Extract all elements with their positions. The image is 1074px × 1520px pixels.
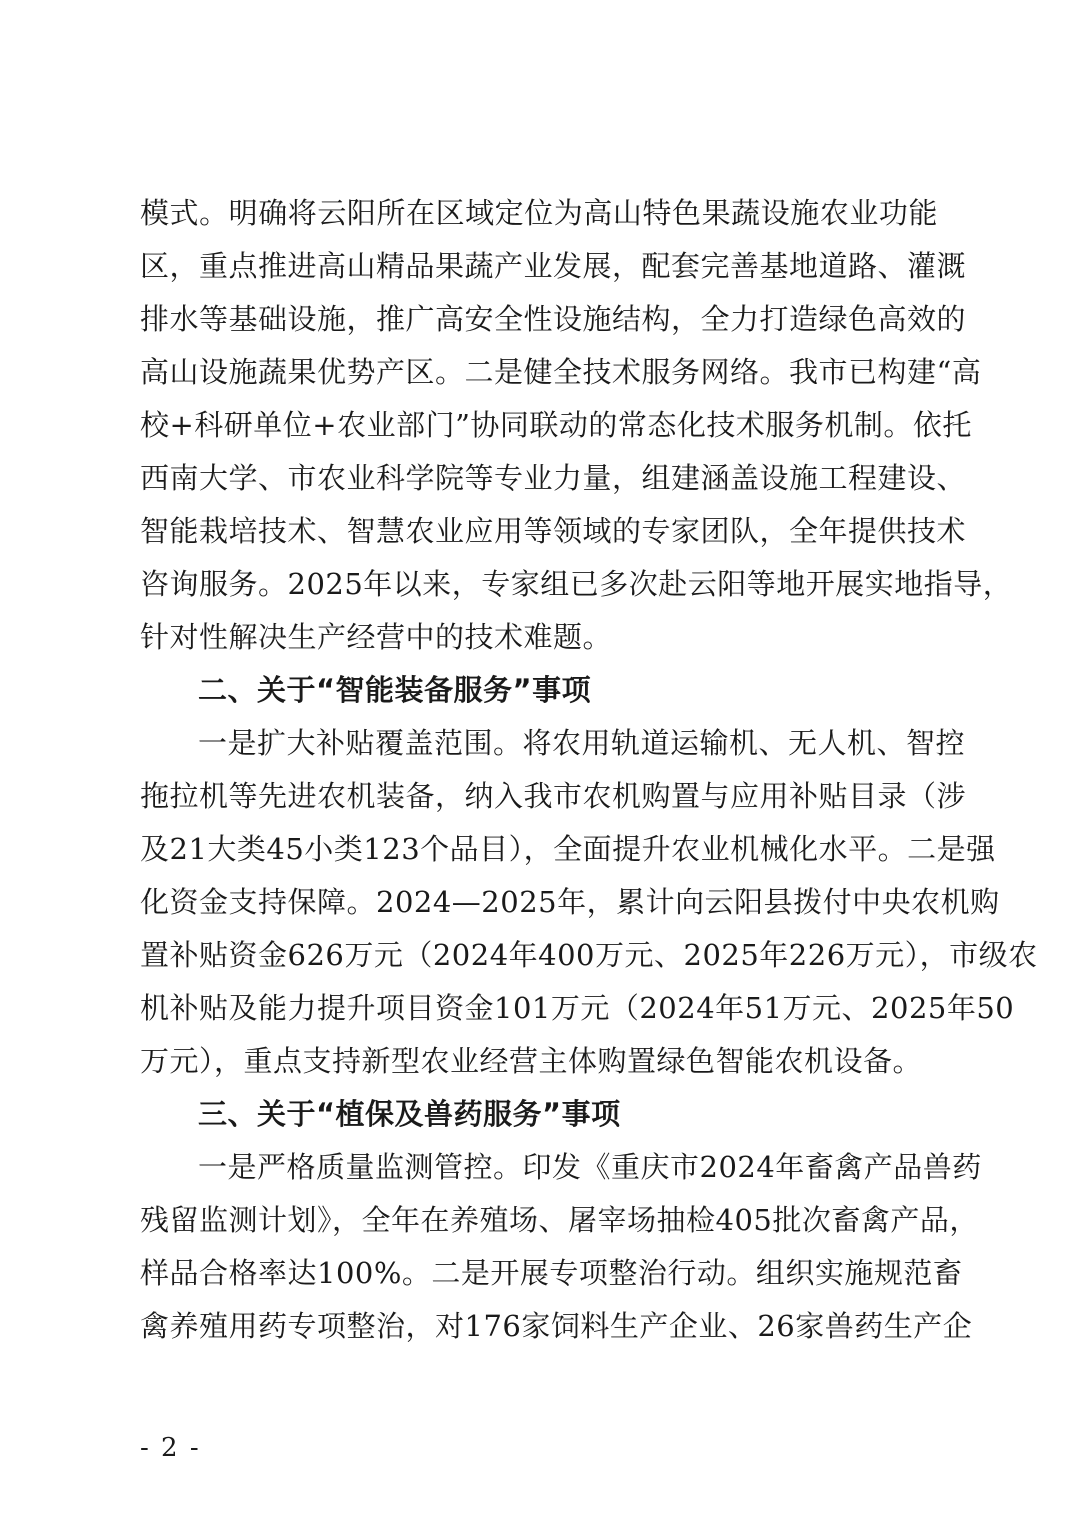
body-line: 高山设施蔬果优势产区。二是健全技术服务网络。我市已构建“高 xyxy=(140,355,982,389)
body-line: 样品合格率达100%。二是开展专项整治行动。组织实施规范畜 xyxy=(140,1256,963,1290)
body-line: 禽养殖用药专项整治，对176家饲料生产企业、26家兽药生产企 xyxy=(140,1309,973,1343)
body-line: 排水等基础设施，推广高安全性设施结构，全力打造绿色高效的 xyxy=(140,302,967,336)
body-line: 针对性解决生产经营中的技术难题。 xyxy=(140,620,613,654)
body-line: 拖拉机等先进农机装备，纳入我市农机购置与应用补贴目录（涉 xyxy=(140,779,967,813)
section-heading: 三、关于“植保及兽药服务”事项 xyxy=(198,1097,621,1131)
paragraph-first-line: 一是严格质量监测管控。印发《重庆市2024年畜禽产品兽药 xyxy=(198,1150,982,1184)
body-line: 模式。明确将云阳所在区域定位为高山特色果蔬设施农业功能 xyxy=(140,196,938,230)
body-line: 万元），重点支持新型农业经营主体购置绿色智能农机设备。 xyxy=(140,1044,923,1078)
body-line: 置补贴资金626万元（2024年400万元、2025年226万元），市级农 xyxy=(140,938,1038,972)
body-line: 残留监测计划》，全年在养殖场、屠宰场抽检405批次畜禽产品， xyxy=(140,1203,979,1237)
body-line: 咨询服务。2025年以来，专家组已多次赴云阳等地开展实地指导， xyxy=(140,567,1013,601)
body-line: 机补贴及能力提升项目资金101万元（2024年51万元、2025年50 xyxy=(140,991,1015,1025)
paragraph-first-line: 一是扩大补贴覆盖范围。将农用轨道运输机、无人机、智控 xyxy=(198,726,966,760)
body-line: 化资金支持保障。2024—2025年，累计向云阳县拨付中央农机购 xyxy=(140,885,1000,919)
section-heading: 二、关于“智能装备服务”事项 xyxy=(198,673,592,707)
body-line: 智能栽培技术、智慧农业应用等领域的专家团队，全年提供技术 xyxy=(140,514,967,548)
page-number: - 2 - xyxy=(140,1433,201,1463)
body-line: 校+科研单位+农业部门”协同联动的常态化技术服务机制。依托 xyxy=(140,408,972,442)
body-line: 及21大类45小类123个品目），全面提升农业机械化水平。二是强 xyxy=(140,832,996,866)
body-line: 西南大学、市农业科学院等专业力量，组建涵盖设施工程建设、 xyxy=(140,461,967,495)
body-line: 区，重点推进高山精品果蔬产业发展，配套完善基地道路、灌溉 xyxy=(140,249,967,283)
